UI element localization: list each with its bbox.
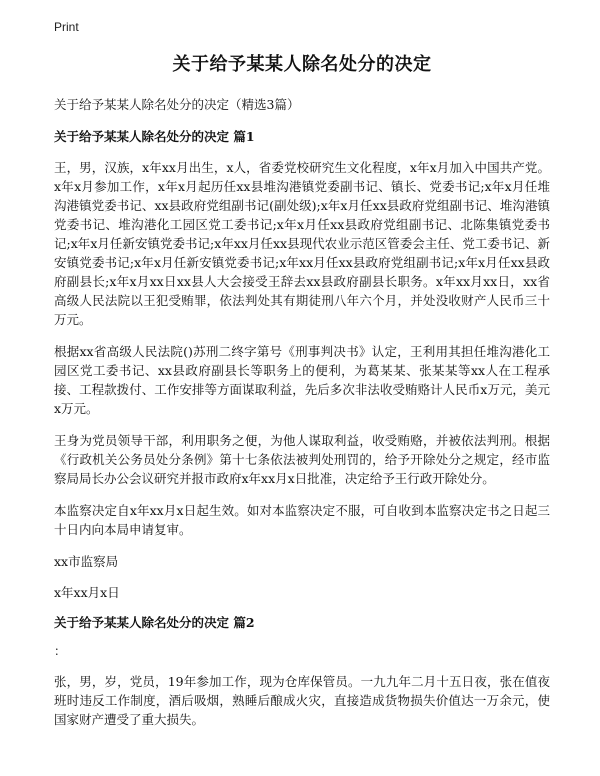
section-heading-1: 关于给予某某人除名处分的决定 篇1	[54, 129, 255, 144]
issue-date: x年xx月x日	[54, 585, 120, 600]
section-1-paragraph-4: 本监察决定自x年xx月x日起生效。如对本监察决定不服，可自收到本监察决定书之日起三十日内向本局申请复审。	[54, 503, 550, 537]
document-subtitle: 关于给予某某人除名处分的决定（精选3篇）	[54, 97, 300, 112]
section-2-paragraph-1: 张，男，岁，党员，19年参加工作，现为仓库保管员。一九九年二月十五日夜，张在值夜班时违反工作制度，酒后吸烟，熟睡后酿成火灾，直接造成货物损失价值达一万余元，使国家财产遭受了重大损失。	[54, 674, 550, 727]
print-link[interactable]: Print	[54, 20, 79, 34]
section-1-paragraph-1: 王，男，汉族，x年xx月出生，x人，省委党校研究生文化程度，x年x月加入中国共产党。x年x月参加工作，x年x月起历任xx县堆沟港镇党委副书记、镇长、党委书记;x年x月任堆沟港镇党委书记、xx县政府党组副书记(副处级);x年x月任xx县政府党组副书记、堆沟港镇党委书记、堆沟港化工园区党工委书记;x年x月任xx县政府党组副书记、北陈集镇党委书记;x年x月任新安镇党委书记;x年xx月任xx县现代农业示范区管委会主任、党工委书记、新安镇党委书记;x年x月任新安镇党委书记;x年xx月任xx县政府党组副书记;x年x月任xx县政府副县长;x年x月xx日xx县人大会接受王辞去xx县政府副县长职务。x年xx月xx日，xx省高级人民法院以王犯受贿罪，依法判处其有期徒刑八年六个月，并处没收财产人民币三十万元。	[54, 160, 550, 327]
document-page	[54, 52, 550, 742]
section-1-paragraph-3: 王身为党员领导干部，利用职务之便，为他人谋取利益，收受贿赂，并被依法判刑。根据《行政机关公务员处分条例》第十七条依法被判处刑罚的，给予开除处分之规定，经市监察局局长办公会议研究并报市政府x年xx月x日批准，决定给予王行政开除处分。	[54, 433, 550, 486]
section-2-mark: ：	[54, 644, 67, 658]
section-1-paragraph-2: 根据xx省高级人民法院()苏刑二终字第号《刑事判决书》认定，王利用其担任堆沟港化工园区党工委书记、xx县政府副县长等职务上的便利，为葛某某、张某某等xx人在工程承接、工程款拨付、工作安排等方面谋取利益，先后多次非法收受贿赂计人民币x万元，美元x万元。	[54, 344, 550, 416]
page-title: 关于给予某某人除名处分的决定	[172, 54, 432, 75]
section-heading-2: 关于给予某某人除名处分的决定 篇2	[54, 615, 255, 630]
issuer-name: xx市监察局	[54, 554, 119, 569]
